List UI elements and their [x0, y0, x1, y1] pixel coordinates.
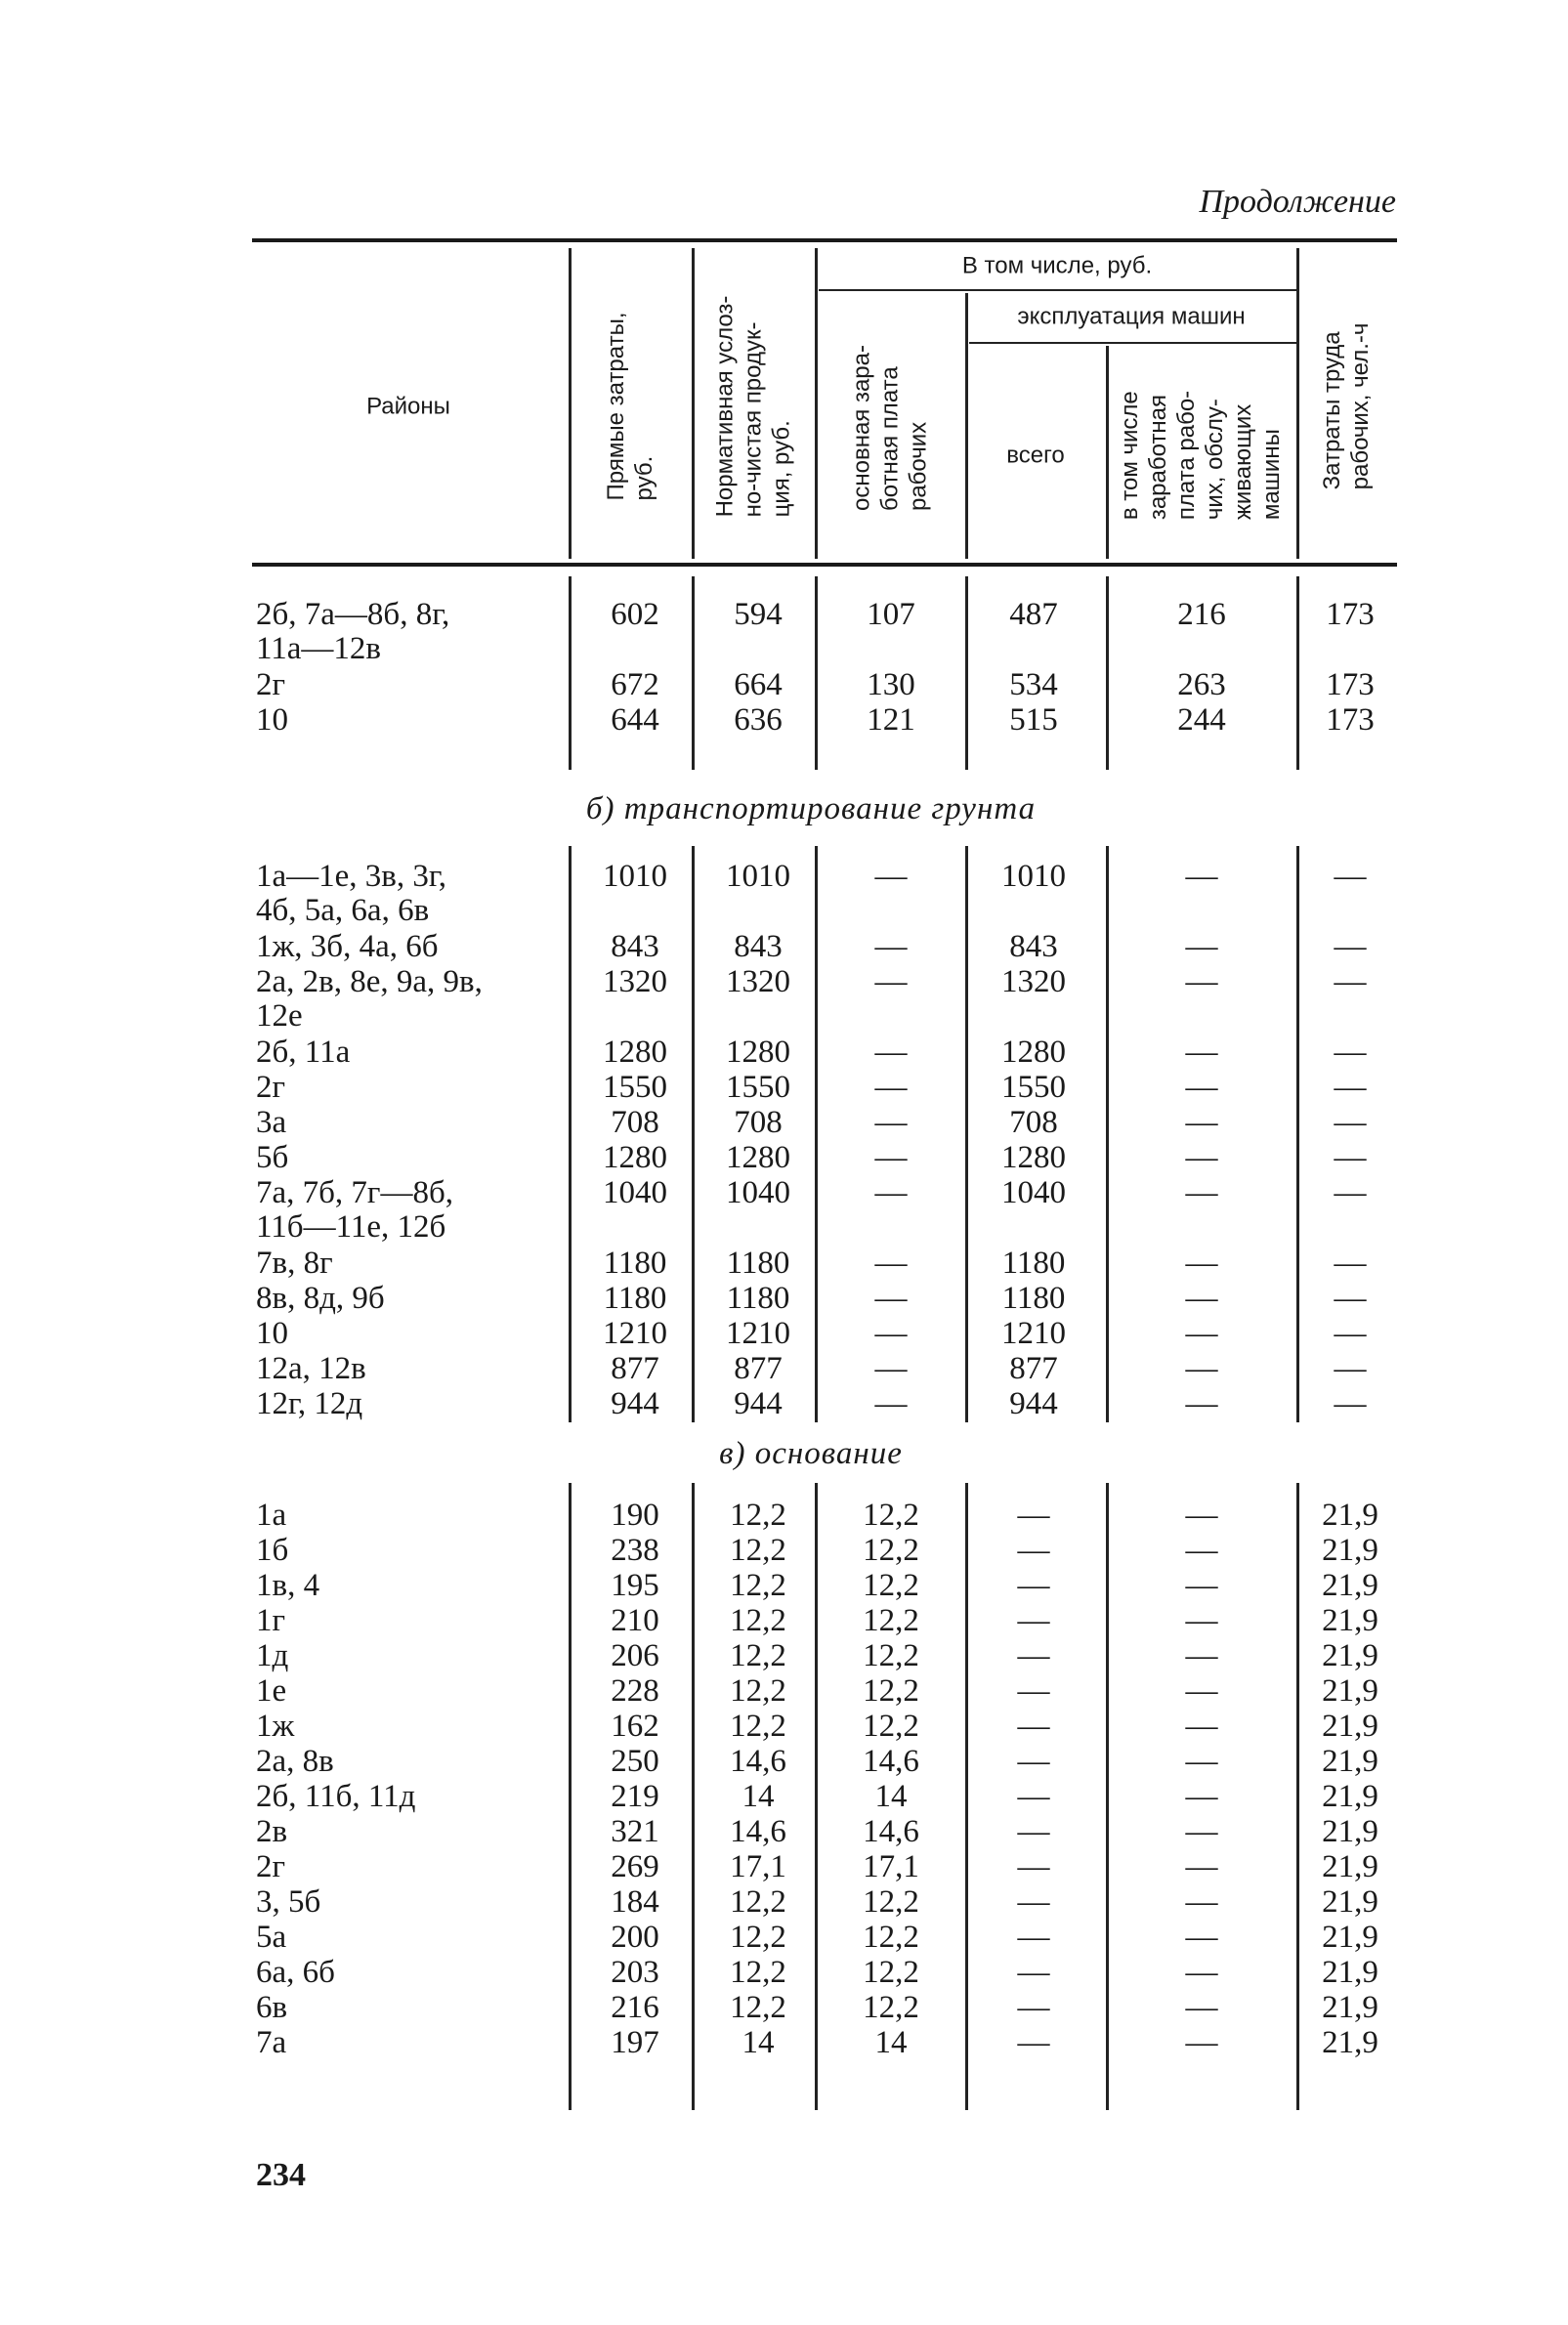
labor-costs-cell: —	[1334, 859, 1367, 894]
machine-operation-cell: —	[1017, 1814, 1050, 1849]
region-cell: 3а	[256, 1105, 287, 1140]
region-cell: 1б	[256, 1533, 289, 1568]
labor-costs-cell: 21,9	[1322, 1884, 1378, 1920]
normative-production-cell: 944	[734, 1386, 783, 1421]
labor-costs-cell: 21,9	[1322, 2025, 1378, 2060]
labor-costs-cell: 21,9	[1322, 1920, 1378, 1955]
column-divider	[1296, 576, 1299, 770]
region-cell: 1ж, 3б, 4а, 6б	[256, 929, 439, 964]
direct-costs-cell: 1180	[603, 1281, 667, 1316]
labor-costs-cell: —	[1334, 964, 1367, 999]
base-wages-cell: —	[874, 1070, 908, 1105]
machine-operation-cell: —	[1017, 2025, 1050, 2060]
labor-costs-cell: —	[1334, 1140, 1367, 1175]
column-divider	[815, 846, 818, 1422]
labor-costs-cell: 21,9	[1322, 1814, 1378, 1849]
machine-wages-cell: —	[1185, 1246, 1218, 1281]
labor-costs-cell: —	[1334, 1070, 1367, 1105]
labor-costs-cell: —	[1334, 1281, 1367, 1316]
machine-operation-cell: 1010	[1001, 859, 1066, 894]
region-cell: 1е	[256, 1673, 287, 1709]
machine-operation-cell: 1040	[1001, 1175, 1066, 1210]
base-wages-cell: —	[874, 1175, 908, 1210]
machine-wages-cell: —	[1185, 1990, 1218, 2025]
section-title-transport: б) транспортирование грунта	[585, 791, 1037, 826]
region-cell: 5а	[256, 1920, 287, 1955]
direct-costs-cell: 269	[611, 1849, 659, 1884]
machine-wages-cell: —	[1185, 1744, 1218, 1779]
labor-costs-cell: —	[1334, 929, 1367, 964]
normative-production-cell: 12,2	[730, 1990, 786, 2025]
section-title-base: в) основание	[719, 1436, 903, 1471]
column-divider	[1296, 846, 1299, 1422]
machine-wages-cell: —	[1185, 2025, 1218, 2060]
normative-production-cell: 12,2	[730, 1884, 786, 1920]
region-cell: 7а	[256, 2025, 287, 2060]
region-cell: 2б, 11а	[256, 1035, 351, 1070]
direct-costs-cell: 321	[611, 1814, 659, 1849]
header-subrule	[819, 289, 1296, 291]
direct-costs-cell: 184	[611, 1884, 659, 1920]
column-header-labor-costs: Затраты труда рабочих, чел.-ч	[1319, 322, 1374, 490]
continuation-label: Продолжение	[1199, 184, 1396, 220]
region-cell: 1г	[256, 1603, 286, 1638]
region-cell: 2г	[256, 667, 286, 702]
machine-wages-cell: —	[1185, 1603, 1218, 1638]
base-wages-cell: —	[874, 1386, 908, 1421]
base-wages-cell: —	[874, 929, 908, 964]
machine-operation-cell: —	[1017, 1568, 1050, 1603]
machine-wages-cell: 216	[1177, 597, 1226, 632]
header-divider	[815, 248, 818, 559]
header-subrule	[969, 342, 1296, 344]
direct-costs-cell: 190	[611, 1498, 659, 1533]
normative-production-cell: 843	[734, 929, 783, 964]
column-divider	[569, 576, 572, 770]
base-wages-cell: —	[874, 1351, 908, 1386]
normative-production-cell: 1210	[726, 1316, 790, 1351]
machine-operation-cell: —	[1017, 1849, 1050, 1884]
base-wages-cell: 12,2	[863, 1568, 919, 1603]
labor-costs-cell: —	[1334, 1316, 1367, 1351]
machine-operation-cell: 515	[1009, 702, 1058, 738]
column-divider	[1106, 576, 1109, 770]
region-cell: 1а—1е, 3в, 3г, 4б, 5а, 6а, 6в	[256, 859, 446, 928]
region-cell: 10	[256, 1316, 288, 1351]
region-cell: 7а, 7б, 7г—8б, 11б—11е, 12б	[256, 1175, 454, 1245]
machine-wages-cell: —	[1185, 1884, 1218, 1920]
direct-costs-cell: 195	[611, 1568, 659, 1603]
base-wages-cell: —	[874, 1246, 908, 1281]
direct-costs-cell: 602	[611, 597, 659, 632]
direct-costs-cell: 228	[611, 1673, 659, 1709]
labor-costs-cell: 21,9	[1322, 1990, 1378, 2025]
labor-costs-cell: 21,9	[1322, 1955, 1378, 1990]
direct-costs-cell: 203	[611, 1955, 659, 1990]
machine-operation-cell: —	[1017, 1955, 1050, 1990]
column-divider	[815, 576, 818, 770]
region-cell: 7в, 8г	[256, 1246, 333, 1281]
direct-costs-cell: 672	[611, 667, 659, 702]
region-cell: 12а, 12в	[256, 1351, 366, 1386]
machine-wages-cell: —	[1185, 1351, 1218, 1386]
direct-costs-cell: 1280	[603, 1035, 667, 1070]
base-wages-cell: 14,6	[863, 1744, 919, 1779]
region-cell: 1в, 4	[256, 1568, 320, 1603]
machine-operation-cell: —	[1017, 1533, 1050, 1568]
machine-operation-cell: 944	[1009, 1386, 1058, 1421]
direct-costs-cell: 644	[611, 702, 659, 738]
base-wages-cell: —	[874, 859, 908, 894]
machine-wages-cell: —	[1185, 1849, 1218, 1884]
normative-production-cell: 1550	[726, 1070, 790, 1105]
direct-costs-cell: 1180	[603, 1246, 667, 1281]
machine-operation-cell: —	[1017, 1779, 1050, 1814]
header-divider	[1106, 346, 1109, 559]
direct-costs-cell: 219	[611, 1779, 659, 1814]
machine-operation-cell: —	[1017, 1603, 1050, 1638]
labor-costs-cell: 21,9	[1322, 1779, 1378, 1814]
machine-wages-cell: —	[1185, 1386, 1218, 1421]
direct-costs-cell: 1550	[603, 1070, 667, 1105]
region-cell: 8в, 8д, 9б	[256, 1281, 385, 1316]
machine-wages-cell: 263	[1177, 667, 1226, 702]
header-divider	[1296, 248, 1299, 559]
column-header-total: всего	[1006, 442, 1065, 469]
base-wages-cell: 14	[874, 2025, 908, 2060]
direct-costs-cell: 238	[611, 1533, 659, 1568]
labor-costs-cell: 173	[1326, 597, 1375, 632]
machine-wages-cell: —	[1185, 1281, 1218, 1316]
base-wages-cell: —	[874, 1281, 908, 1316]
direct-costs-cell: 206	[611, 1638, 659, 1673]
normative-production-cell: 14,6	[730, 1814, 786, 1849]
machine-wages-cell: —	[1185, 1035, 1218, 1070]
machine-wages-cell: —	[1185, 1316, 1218, 1351]
machine-operation-cell: —	[1017, 1638, 1050, 1673]
machine-operation-cell: 487	[1009, 597, 1058, 632]
labor-costs-cell: 21,9	[1322, 1568, 1378, 1603]
normative-production-cell: 1320	[726, 964, 790, 999]
base-wages-cell: —	[874, 964, 908, 999]
machine-operation-cell: —	[1017, 1744, 1050, 1779]
labor-costs-cell: 173	[1326, 667, 1375, 702]
region-cell: 6а, 6б	[256, 1955, 335, 1990]
machine-operation-cell: 877	[1009, 1351, 1058, 1386]
machine-wages-cell: —	[1185, 1638, 1218, 1673]
column-header-base-wages: основная зара- ботная плата рабочих	[848, 344, 932, 512]
machine-wages-cell: —	[1185, 1814, 1218, 1849]
region-cell: 2г	[256, 1849, 286, 1884]
column-header-machine-wages: в том числе заработная плата рабо- чих, обслу- живающих машины	[1117, 390, 1285, 521]
base-wages-cell: 12,2	[863, 1603, 919, 1638]
machine-operation-cell: —	[1017, 1709, 1050, 1744]
normative-production-cell: 12,2	[730, 1955, 786, 1990]
machine-wages-cell: —	[1185, 1920, 1218, 1955]
column-divider	[1296, 1483, 1299, 2110]
page-number: 234	[256, 2157, 306, 2193]
column-header-normative-production: Нормативная услоз- но-чистая продук- ция, руб.	[711, 295, 795, 518]
machine-operation-cell: 1550	[1001, 1070, 1066, 1105]
column-divider	[569, 846, 572, 1422]
direct-costs-cell: 216	[611, 1990, 659, 2025]
machine-wages-cell: —	[1185, 1105, 1218, 1140]
normative-production-cell: 594	[734, 597, 783, 632]
labor-costs-cell: 173	[1326, 702, 1375, 738]
region-cell: 2а, 8в	[256, 1744, 334, 1779]
labor-costs-cell: —	[1334, 1175, 1367, 1210]
direct-costs-cell: 843	[611, 929, 659, 964]
table-top-rule	[252, 238, 1397, 242]
column-divider	[815, 1483, 818, 2110]
region-cell: 1а	[256, 1498, 287, 1533]
base-wages-cell: 12,2	[863, 1884, 919, 1920]
region-cell: 2в	[256, 1814, 288, 1849]
normative-production-cell: 12,2	[730, 1709, 786, 1744]
direct-costs-cell: 877	[611, 1351, 659, 1386]
labor-costs-cell: —	[1334, 1035, 1367, 1070]
region-cell: 1ж	[256, 1709, 295, 1744]
normative-production-cell: 1040	[726, 1175, 790, 1210]
direct-costs-cell: 1210	[603, 1316, 667, 1351]
labor-costs-cell: 21,9	[1322, 1849, 1378, 1884]
column-divider	[569, 1483, 572, 2110]
column-divider	[965, 846, 968, 1422]
machine-wages-cell: —	[1185, 1568, 1218, 1603]
base-wages-cell: —	[874, 1035, 908, 1070]
direct-costs-cell: 1280	[603, 1140, 667, 1175]
labor-costs-cell: —	[1334, 1386, 1367, 1421]
column-divider	[1106, 846, 1109, 1422]
base-wages-cell: 12,2	[863, 1709, 919, 1744]
machine-operation-cell: 843	[1009, 929, 1058, 964]
direct-costs-cell: 210	[611, 1603, 659, 1638]
machine-operation-cell: —	[1017, 1884, 1050, 1920]
region-cell: 10	[256, 702, 288, 738]
machine-operation-cell: —	[1017, 1498, 1050, 1533]
column-divider	[1106, 1483, 1109, 2110]
region-cell: 1д	[256, 1638, 289, 1673]
column-header-direct-costs: Прямые затраты, руб.	[603, 312, 657, 501]
region-cell: 2б, 11б, 11д	[256, 1779, 416, 1814]
direct-costs-cell: 250	[611, 1744, 659, 1779]
base-wages-cell: 17,1	[863, 1849, 919, 1884]
machine-wages-cell: —	[1185, 1175, 1218, 1210]
normative-production-cell: 12,2	[730, 1603, 786, 1638]
region-cell: 5б	[256, 1140, 289, 1175]
machine-wages-cell: —	[1185, 1140, 1218, 1175]
machine-wages-cell: —	[1185, 964, 1218, 999]
direct-costs-cell: 1040	[603, 1175, 667, 1210]
machine-wages-cell: —	[1185, 929, 1218, 964]
column-divider	[965, 576, 968, 770]
column-header-regions: Районы	[366, 393, 450, 420]
direct-costs-cell: 200	[611, 1920, 659, 1955]
machine-operation-cell: 1280	[1001, 1035, 1066, 1070]
normative-production-cell: 708	[734, 1105, 783, 1140]
region-cell: 2г	[256, 1070, 286, 1105]
table-header-rule	[252, 563, 1397, 567]
base-wages-cell: 14	[874, 1779, 908, 1814]
machine-operation-cell: 534	[1009, 667, 1058, 702]
labor-costs-cell: 21,9	[1322, 1638, 1378, 1673]
normative-production-cell: 17,1	[730, 1849, 786, 1884]
base-wages-cell: 14,6	[863, 1814, 919, 1849]
direct-costs-cell: 1320	[603, 964, 667, 999]
region-cell: 12г, 12д	[256, 1386, 363, 1421]
base-wages-cell: 12,2	[863, 1990, 919, 2025]
normative-production-cell: 12,2	[730, 1638, 786, 1673]
normative-production-cell: 636	[734, 702, 783, 738]
machine-wages-cell: —	[1185, 1779, 1218, 1814]
base-wages-cell: —	[874, 1105, 908, 1140]
machine-operation-cell: —	[1017, 1673, 1050, 1709]
labor-costs-cell: 21,9	[1322, 1673, 1378, 1709]
normative-production-cell: 1280	[726, 1035, 790, 1070]
region-cell: 6в	[256, 1990, 288, 2025]
machine-operation-cell: 1180	[1001, 1246, 1066, 1281]
base-wages-cell: 12,2	[863, 1673, 919, 1709]
machine-wages-cell: —	[1185, 1955, 1218, 1990]
normative-production-cell: 1180	[726, 1281, 790, 1316]
normative-production-cell: 12,2	[730, 1533, 786, 1568]
column-header-machine-operation: эксплуатация машин	[1017, 303, 1246, 330]
machine-wages-cell: —	[1185, 859, 1218, 894]
normative-production-cell: 12,2	[730, 1673, 786, 1709]
header-divider	[569, 248, 572, 559]
labor-costs-cell: —	[1334, 1351, 1367, 1386]
direct-costs-cell: 708	[611, 1105, 659, 1140]
column-divider	[692, 846, 695, 1422]
machine-wages-cell: —	[1185, 1673, 1218, 1709]
region-cell: 2б, 7а—8б, 8г, 11а—12в	[256, 597, 450, 666]
base-wages-cell: 12,2	[863, 1955, 919, 1990]
base-wages-cell: 130	[867, 667, 915, 702]
labor-costs-cell: 21,9	[1322, 1744, 1378, 1779]
base-wages-cell: —	[874, 1316, 908, 1351]
labor-costs-cell: 21,9	[1322, 1498, 1378, 1533]
base-wages-cell: 121	[867, 702, 915, 738]
machine-wages-cell: —	[1185, 1533, 1218, 1568]
machine-operation-cell: 1210	[1001, 1316, 1066, 1351]
base-wages-cell: 107	[867, 597, 915, 632]
base-wages-cell: 12,2	[863, 1498, 919, 1533]
normative-production-cell: 1010	[726, 859, 790, 894]
machine-operation-cell: 1280	[1001, 1140, 1066, 1175]
header-divider	[965, 293, 968, 559]
normative-production-cell: 14	[742, 1779, 775, 1814]
normative-production-cell: 12,2	[730, 1568, 786, 1603]
base-wages-cell: —	[874, 1140, 908, 1175]
column-header-including: В том числе, руб.	[961, 252, 1153, 279]
region-cell: 2а, 2в, 8е, 9а, 9в, 12е	[256, 964, 483, 1034]
normative-production-cell: 664	[734, 667, 783, 702]
machine-wages-cell: —	[1185, 1498, 1218, 1533]
column-divider	[692, 1483, 695, 2110]
region-cell: 3, 5б	[256, 1884, 321, 1920]
normative-production-cell: 1280	[726, 1140, 790, 1175]
header-divider	[692, 248, 695, 559]
base-wages-cell: 12,2	[863, 1638, 919, 1673]
machine-operation-cell: 708	[1009, 1105, 1058, 1140]
labor-costs-cell: 21,9	[1322, 1603, 1378, 1638]
normative-production-cell: 14,6	[730, 1744, 786, 1779]
machine-operation-cell: 1320	[1001, 964, 1066, 999]
machine-wages-cell: —	[1185, 1070, 1218, 1105]
base-wages-cell: 12,2	[863, 1920, 919, 1955]
labor-costs-cell: 21,9	[1322, 1709, 1378, 1744]
direct-costs-cell: 162	[611, 1709, 659, 1744]
normative-production-cell: 14	[742, 2025, 775, 2060]
base-wages-cell: 12,2	[863, 1533, 919, 1568]
direct-costs-cell: 197	[611, 2025, 659, 2060]
labor-costs-cell: 21,9	[1322, 1533, 1378, 1568]
machine-wages-cell: 244	[1177, 702, 1226, 738]
machine-operation-cell: —	[1017, 1920, 1050, 1955]
column-divider	[965, 1483, 968, 2110]
direct-costs-cell: 944	[611, 1386, 659, 1421]
direct-costs-cell: 1010	[603, 859, 667, 894]
labor-costs-cell: —	[1334, 1105, 1367, 1140]
normative-production-cell: 877	[734, 1351, 783, 1386]
machine-wages-cell: —	[1185, 1709, 1218, 1744]
normative-production-cell: 12,2	[730, 1498, 786, 1533]
machine-operation-cell: 1180	[1001, 1281, 1066, 1316]
normative-production-cell: 1180	[726, 1246, 790, 1281]
column-divider	[692, 576, 695, 770]
machine-operation-cell: —	[1017, 1990, 1050, 2025]
labor-costs-cell: —	[1334, 1246, 1367, 1281]
normative-production-cell: 12,2	[730, 1920, 786, 1955]
